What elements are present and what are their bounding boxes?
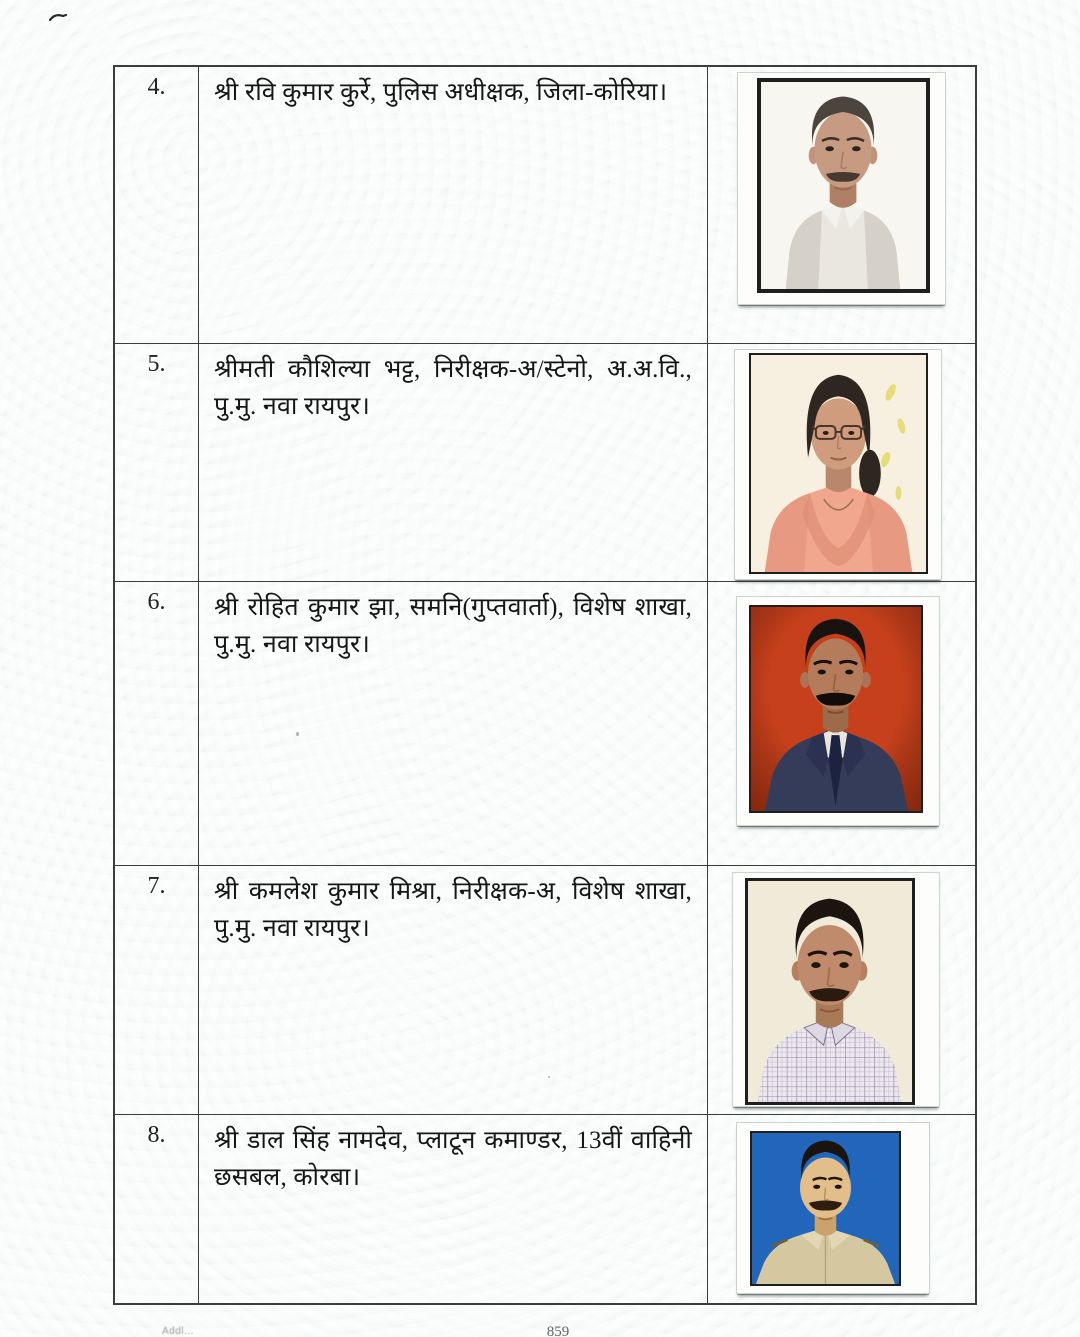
serial-number-cell bbox=[115, 1115, 199, 1303]
table-row bbox=[115, 582, 975, 866]
portrait-photo-frame bbox=[750, 1131, 901, 1286]
photo-backing-sheet bbox=[737, 72, 946, 305]
serial-number-cell bbox=[115, 67, 199, 343]
portrait-photo-frame bbox=[749, 605, 923, 813]
serial-number: 4. bbox=[147, 74, 166, 100]
photo-backing-sheet bbox=[736, 596, 940, 826]
person-description: श्री रोहित कुमार झा, समनि(गुप्तवार्ता), विशेष शाखा, पु.मु. नवा रायपुर। bbox=[214, 594, 692, 658]
serial-number: 8. bbox=[147, 1122, 166, 1148]
photo-backing-sheet bbox=[736, 1122, 930, 1294]
table-row bbox=[115, 866, 975, 1115]
serial-number-cell bbox=[115, 582, 199, 865]
serial-number: 6. bbox=[147, 589, 166, 615]
description-cell bbox=[199, 582, 708, 865]
description-cell bbox=[199, 1115, 708, 1303]
person-description: श्री कमलेश कुमार मिश्रा, निरीक्षक-अ, विशेष शाखा, पु.मु. नवा रायपुर। bbox=[214, 878, 692, 942]
portrait-photo-frame bbox=[757, 78, 930, 293]
table-row bbox=[115, 1115, 975, 1303]
person-description: श्री डाल सिंह नामदेव, प्लाटून कमाण्डर, 13वीं वाहिनी छसबल, कोरबा। bbox=[214, 1127, 692, 1191]
serial-number-cell bbox=[115, 866, 199, 1114]
description-cell bbox=[199, 866, 708, 1114]
person-description: श्री रवि कुमार कुर्रे, पुलिस अधीक्षक, जिला-कोरिया। bbox=[214, 79, 668, 106]
portrait-photo bbox=[748, 881, 912, 1102]
pen-tick-mark bbox=[48, 10, 70, 26]
portrait-photo bbox=[751, 607, 921, 811]
portrait-photo-frame bbox=[745, 878, 915, 1105]
photo-cell bbox=[708, 67, 975, 343]
footer-left-fragment: Addl... bbox=[162, 1326, 194, 1337]
photo-backing-sheet bbox=[734, 349, 942, 580]
table-row bbox=[115, 344, 975, 582]
photo-cell bbox=[708, 1115, 975, 1303]
photo-cell bbox=[708, 866, 975, 1114]
serial-number: 7. bbox=[147, 873, 166, 899]
description-cell bbox=[199, 344, 708, 581]
portrait-photo bbox=[761, 82, 926, 289]
serial-number-cell bbox=[115, 344, 199, 581]
portrait-photo bbox=[751, 355, 926, 572]
photo-cell bbox=[708, 344, 975, 581]
photo-cell bbox=[708, 582, 975, 865]
person-description: श्रीमती कौशिल्या भट्ट, निरीक्षक-अ/स्टेनो, अ.अ.वि., पु.मु. नवा रायपुर। bbox=[214, 356, 692, 420]
photo-backing-sheet bbox=[732, 872, 940, 1107]
page-number: 859 bbox=[546, 1324, 570, 1337]
portrait-photo-frame bbox=[749, 353, 928, 574]
portrait-photo bbox=[752, 1133, 899, 1284]
serial-number: 5. bbox=[147, 351, 166, 377]
table-row bbox=[115, 67, 975, 344]
personnel-table bbox=[113, 65, 977, 1305]
description-cell bbox=[199, 67, 708, 343]
